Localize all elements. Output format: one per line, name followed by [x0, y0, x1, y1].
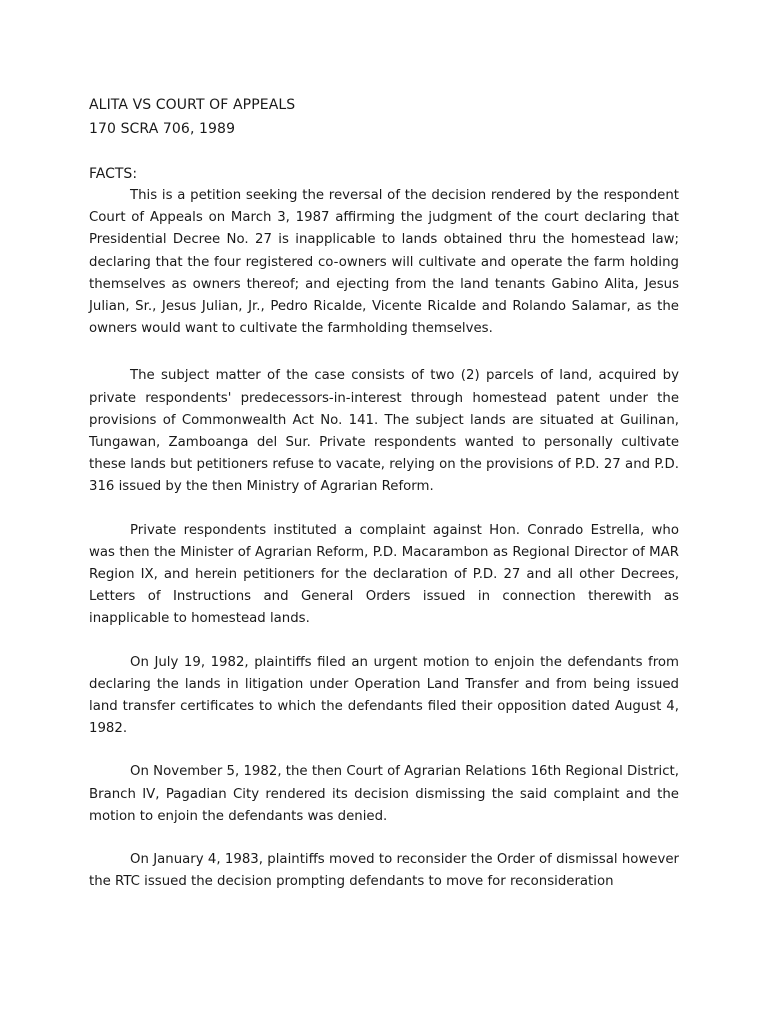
facts-heading: FACTS: — [89, 166, 138, 182]
facts-paragraph-1: This is a petition seeking the reversal of the decision rendered by the respondent Court of Appeals on March 3, 1987 affirming the judgment of the court declaring that Presidential Decree No. 27 is inapplicable to lands obtained thru the homestead law; declaring that the four registered co-owners will cultivate and operate the farm holding themselves as owners thereof; and ejecting from the land tenants Gabino Alita, Jesus Julian, Sr., Jesus Julian, Jr., Pedro Ricalde, Vicente Ricalde and Rolando Salamar, as the owners would want to cultivate the farmholding themselves. — [89, 188, 679, 337]
document-body — [89, 93, 679, 893]
facts-paragraph-6: On January 4, 1983, plaintiffs moved to reconsider the Order of dismissal however the RTC issued the decision prompting defendants to move for reconsideration — [89, 852, 679, 890]
facts-paragraph-5: On November 5, 1982, the then Court of Agrarian Relations 16th Regional District, Branch IV, Pagadian City rendered its decision dismissing the said complaint and the motion to enjoin the defendants was denied. — [89, 764, 679, 824]
case-title: ALITA VS COURT OF APPEALS — [89, 97, 296, 113]
case-citation: 170 SCRA 706, 1989 — [89, 121, 236, 137]
facts-paragraph-2: The subject matter of the case consists of two (2) parcels of land, acquired by private respondents' predecessors-in-interest through homestead patent under the provisions of Commonwealth Act No. 141. The subject lands are situated at Guilinan, Tungawan, Zamboanga del Sur. Private respondents wanted to personally cultivate these lands but petitioners refuse to vacate, relying on the provisions of P.D. 27 and P.D. 316 issued by the then Ministry of Agrarian Reform. — [89, 368, 679, 495]
facts-paragraph-4: On July 19, 1982, plaintiffs filed an urgent motion to enjoin the defendants from declaring the lands in litigation under Operation Land Transfer and from being issued land transfer certificates to which the defendants filed their opposition dated August 4, 1982. — [89, 654, 679, 737]
facts-paragraph-3: Private respondents instituted a complaint against Hon. Conrado Estrella, who was then the Minister of Agrarian Reform, P.D. Macarambon as Regional Director of MAR Region IX, and herein petitioners for the declaration of P.D. 27 and all other Decrees, Letters of Instructions and General Orders issued in connection therewith as inapplicable to homestead lands. — [89, 522, 679, 627]
